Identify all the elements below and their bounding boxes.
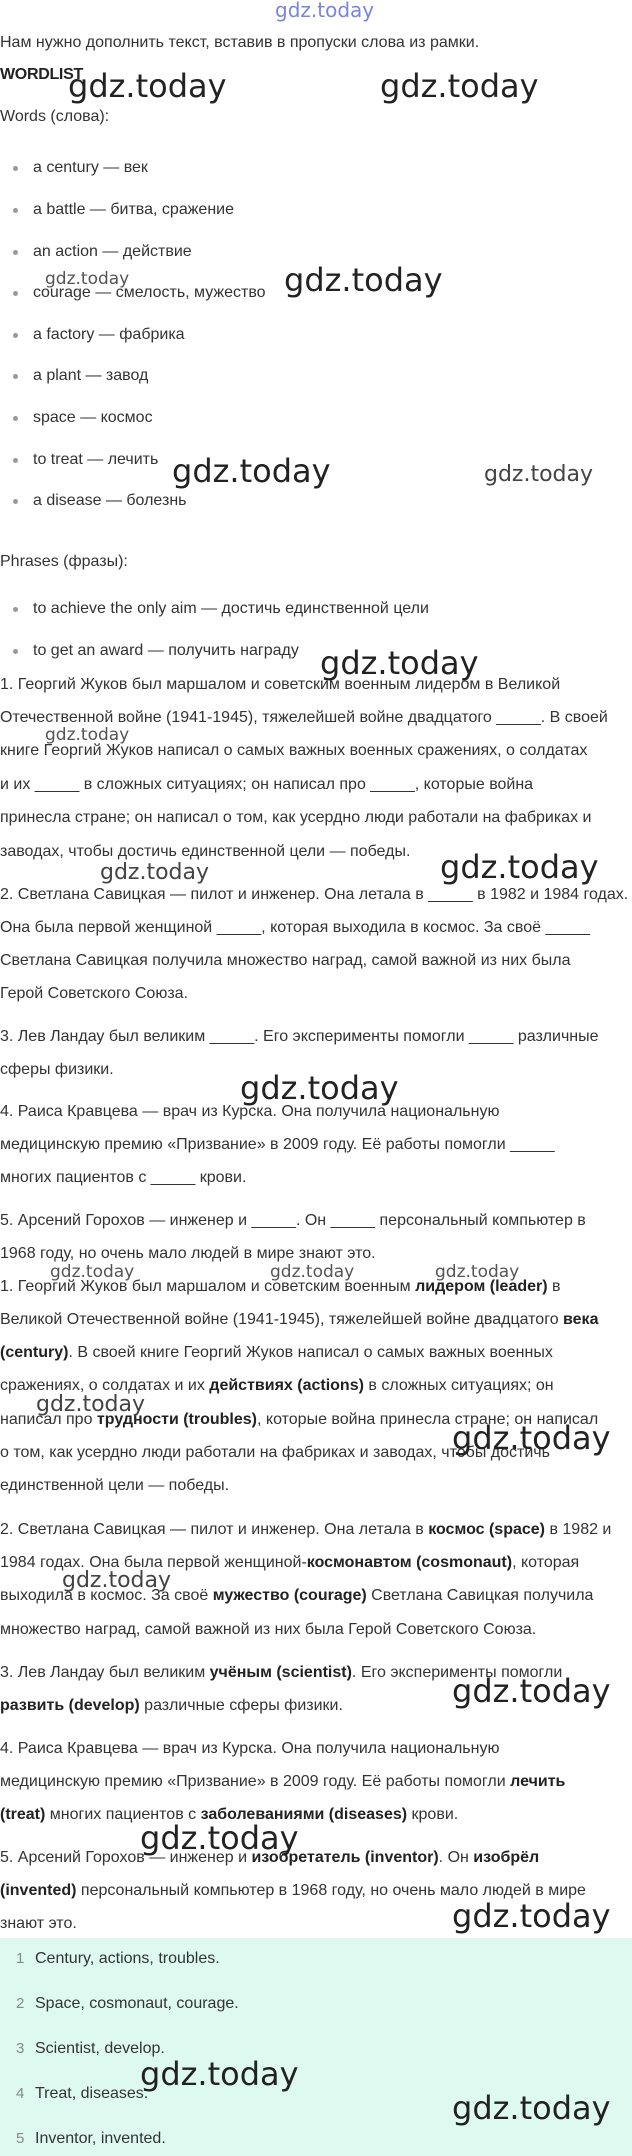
exercise-line: сферы физики.: [0, 1061, 114, 1078]
watermark: gdz.today: [452, 1672, 611, 1710]
wordlist-heading: WORDLIST: [0, 66, 83, 83]
solution-line: сражениях, о солдатах и их действиях (actions) в сложных ситуациях; он: [0, 1377, 554, 1394]
exercise-line: Отечественной войне (1941-1945), тяжелейшей войне двадцатого _____. В своей: [0, 709, 608, 726]
solution-line: 3. Лев Ландау был великим учёным (scientist). Его эксперименты помогли: [0, 1664, 563, 1681]
watermark: gdz.today: [62, 1568, 172, 1593]
answers-box: 1 Century, actions, troubles. 2 Space, cosmonaut, courage. 3 Scientist, develop. 4 Treat, diseases. 5 Inventor, invented.: [0, 1938, 632, 2156]
exercise-line: 3. Лев Ландау был великим _____. Его эксперименты помогли _____ различные: [0, 1028, 599, 1045]
exercise-line: Светлана Савицкая получила множество наград, самой важной из них была: [0, 952, 571, 969]
bullet-icon: [13, 291, 18, 296]
bullet-icon: [13, 166, 18, 171]
exercise-line: Она была первой женщиной _____, которая выходила в космос. За своё _____: [0, 919, 590, 936]
bullet-icon: [13, 250, 18, 255]
watermark: gdz.today: [240, 1069, 399, 1107]
bullet-icon: [13, 458, 18, 463]
exercise-line: принесла стране; он написал о том, как усердно люди работали на фабриках и: [0, 809, 592, 826]
watermark: gdz.today: [284, 261, 443, 299]
solution-line: (invented) персональный компьютер в 1968 году, но очень мало людей в мире: [0, 1882, 586, 1899]
watermark: gdz.today: [140, 1819, 299, 1857]
words-heading: Words (слова):: [0, 108, 110, 125]
solution-line: о том, как усердно люди работали на фабриках и заводах, чтобы достичь: [0, 1444, 550, 1461]
exercise-line: книге Георгий Жуков написал о самых важных военных сражениях, о солдатах: [0, 742, 588, 759]
watermark: gdz.today: [45, 725, 130, 745]
watermark: gdz.today: [45, 269, 130, 289]
watermark: gdz.today: [440, 848, 599, 886]
bullet-icon: [13, 333, 18, 338]
bullet-icon: [13, 499, 18, 504]
watermark: gdz.today: [100, 860, 210, 885]
watermark: gdz.today: [452, 2089, 611, 2127]
solution-line: 4. Раиса Кравцева — врач из Курска. Она получила национальную: [0, 1740, 500, 1757]
solution-line: (treat) многих пациентов с заболеваниями (diseases) крови.: [0, 1806, 459, 1823]
exercise-line: 2. Светлана Савицкая — пилот и инженер. Она летала в _____ в 1982 и 1984 годах.: [0, 886, 629, 903]
watermark: gdz.today: [275, 0, 375, 22]
watermark: gdz.today: [50, 1262, 135, 1282]
solution-line: множество наград, самой важной из них была Герой Советского Союза.: [0, 1621, 537, 1638]
solution-line: выходила в космос. За своё мужество (courage) Светлана Савицкая получила: [0, 1587, 594, 1604]
solution-line: Великой Отечественной войне (1941-1945), тяжелейшей войне двадцатого века: [0, 1311, 599, 1328]
solution-line: медицинскую премию «Призвание» в 2009 году. Её работы помогли лечить: [0, 1773, 566, 1790]
watermark: gdz.today: [320, 644, 479, 682]
watermark: gdz.today: [380, 67, 539, 105]
exercise-line: 4. Раиса Кравцева — врач из Курска. Она получила национальную: [0, 1103, 500, 1120]
exercise-line: и их _____ в сложных ситуациях; он написал про _____, которые война: [0, 776, 534, 793]
solution-line: развить (develop) различные сферы физики.: [0, 1697, 343, 1714]
watermark: gdz.today: [270, 1262, 355, 1282]
bullet-icon: [13, 374, 18, 379]
bullet-icon: [13, 416, 18, 421]
solution-line: 1984 годах. Она была первой женщиной-космонавтом (cosmonaut), которая: [0, 1554, 580, 1571]
solution-line: написал про трудности (troubles), которые война принесла стране; он написал: [0, 1411, 599, 1428]
exercise-line: 5. Арсений Горохов — инженер и _____. Он _____ персональный компьютер в: [0, 1212, 586, 1229]
watermark: gdz.today: [435, 1262, 520, 1282]
watermark: gdz.today: [172, 452, 331, 490]
solution-line: 1. Георгий Жуков был маршалом и советским военным лидером (leader) в: [0, 1278, 561, 1295]
intro-text: Нам нужно дополнить текст, вставив в пропуски слова из рамки.: [0, 34, 480, 51]
watermark: gdz.today: [36, 1392, 146, 1417]
solution-line: (century). В своей книге Георгий Жуков написал о самых важных военных: [0, 1344, 553, 1361]
solution-line: 2. Светлана Савицкая — пилот и инженер. Она летала в космос (space) в 1982 и: [0, 1521, 612, 1538]
watermark: gdz.today: [68, 67, 227, 105]
watermark: gdz.today: [484, 462, 594, 487]
exercise-line: медицинскую премию «Призвание» в 2009 году. Её работы помогли _____: [0, 1136, 555, 1153]
solution-line: 5. Арсений Горохов — инженер и изобретатель (inventor). Он изобрёл: [0, 1849, 540, 1866]
watermark: gdz.today: [140, 2055, 299, 2093]
watermark: gdz.today: [452, 1897, 611, 1935]
exercise-line: Герой Советского Союза.: [0, 985, 188, 1002]
watermark: gdz.today: [452, 1419, 611, 1457]
exercise-line: 1. Георгий Жуков был маршалом и советским военным лидером в Великой: [0, 676, 561, 693]
phrases-heading: Phrases (фразы):: [0, 553, 128, 570]
exercise-line: многих пациентов с _____ крови.: [0, 1169, 247, 1186]
bullet-icon: [13, 649, 18, 654]
solution-line: знают это.: [0, 1915, 77, 1932]
bullet-icon: [13, 208, 18, 213]
bullet-icon: [13, 607, 18, 612]
solution-line: единственной цели — победы.: [0, 1477, 230, 1494]
exercise-line: 1968 году, но очень мало людей в мире знают это.: [0, 1245, 376, 1262]
exercise-line: заводах, чтобы достичь единственной цели — победы.: [0, 843, 411, 860]
